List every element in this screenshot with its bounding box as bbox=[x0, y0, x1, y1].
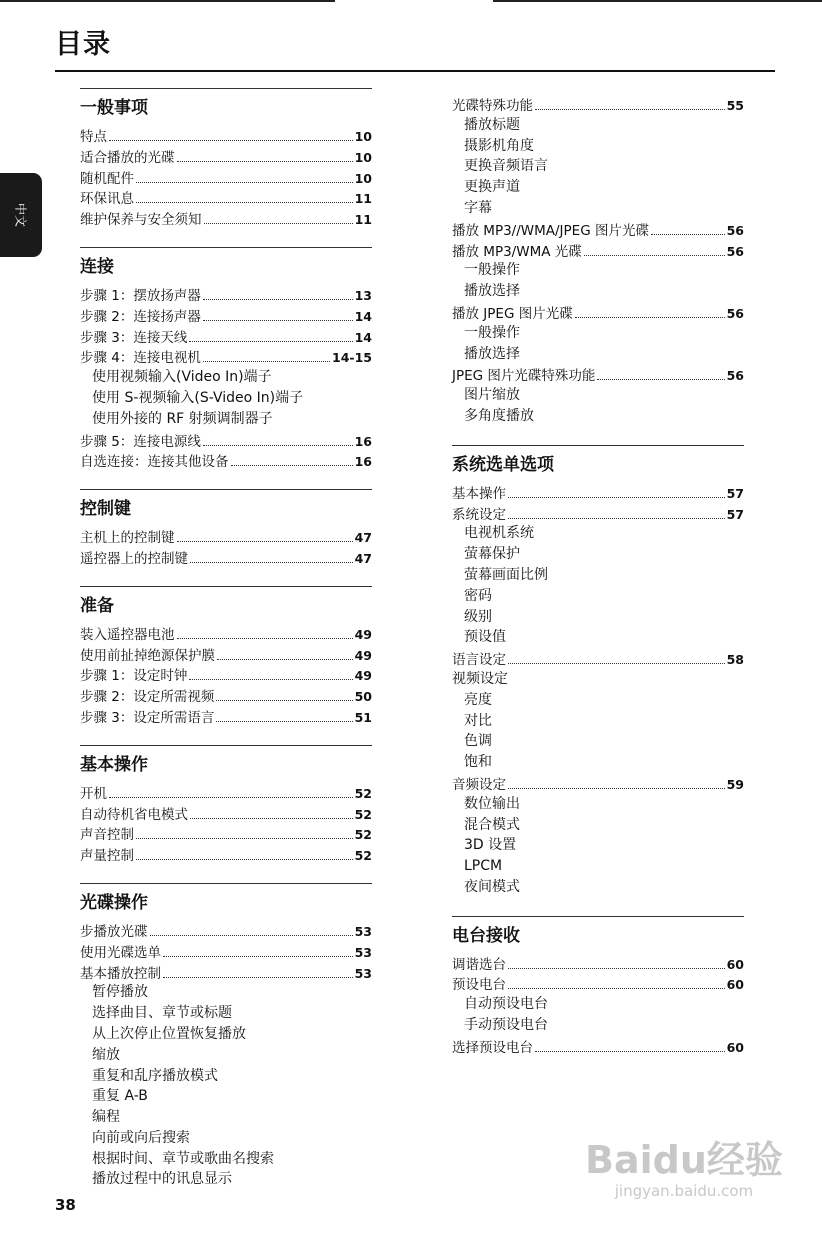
dot-leader bbox=[203, 445, 353, 446]
dot-leader bbox=[508, 788, 725, 789]
entry-page-number: 49 bbox=[354, 626, 372, 642]
toc-heading-entry[interactable]: 视频设定 bbox=[452, 670, 508, 687]
toc-section bbox=[452, 94, 744, 427]
toc-sub-entry[interactable]: 重复和乱序播放模式 bbox=[92, 1067, 218, 1084]
toc-entry[interactable] bbox=[80, 146, 372, 167]
dot-leader bbox=[203, 361, 330, 362]
entry-page-number: 52 bbox=[354, 827, 372, 843]
dot-leader bbox=[508, 988, 725, 989]
toc-entry[interactable] bbox=[80, 803, 372, 824]
toc-entry[interactable] bbox=[80, 326, 372, 347]
entry-label: 系统设定 bbox=[452, 506, 506, 523]
toc-entry[interactable] bbox=[80, 187, 372, 208]
page-number: 38 bbox=[55, 1196, 76, 1214]
toc-entry[interactable] bbox=[80, 920, 372, 941]
section-title: 光碟操作 bbox=[80, 892, 148, 913]
entry-label: 开机 bbox=[80, 785, 107, 802]
toc-entry[interactable] bbox=[80, 685, 372, 706]
entry-page-number: 16 bbox=[354, 454, 372, 470]
toc-sub-entry[interactable]: 更换声道 bbox=[464, 179, 520, 196]
dot-leader bbox=[136, 838, 353, 839]
entry-label: 特点 bbox=[80, 129, 107, 145]
entry-label: 使用前扯掉绝源保护膜 bbox=[80, 647, 215, 664]
entry-page-number: 10 bbox=[354, 149, 372, 165]
toc-sub-entry[interactable]: 密码 bbox=[464, 587, 492, 604]
toc-entry[interactable] bbox=[80, 167, 372, 188]
entry-page-number: 52 bbox=[354, 785, 372, 801]
entry-label: 光碟特殊功能 bbox=[452, 98, 533, 114]
entry-page-number: 16 bbox=[354, 433, 372, 449]
toc-sub-entry[interactable]: 缩放 bbox=[92, 1046, 120, 1063]
entry-label: 步骤 3：设定所需语言 bbox=[80, 709, 215, 726]
page-title: 目录 bbox=[55, 29, 111, 60]
dot-leader bbox=[189, 341, 352, 342]
toc-entry[interactable] bbox=[452, 503, 744, 524]
entry-label: 适合播放的光碟 bbox=[80, 149, 175, 166]
dot-leader bbox=[231, 465, 353, 466]
entry-label: 主机上的控制键 bbox=[80, 530, 175, 547]
entry-page-number: 60 bbox=[726, 1039, 744, 1055]
entry-label: 装入遥控器电池 bbox=[80, 626, 175, 643]
dot-leader bbox=[575, 317, 725, 318]
entry-label: 维护保养与安全须知 bbox=[80, 212, 202, 229]
toc-sub-entry[interactable]: 编程 bbox=[92, 1109, 120, 1126]
toc-left-column bbox=[80, 88, 372, 1208]
entry-label: 语言设定 bbox=[452, 652, 506, 669]
toc-entry[interactable] bbox=[80, 941, 372, 962]
toc-sub-entry[interactable]: 播放标题 bbox=[464, 116, 520, 133]
dot-leader bbox=[203, 299, 353, 300]
toc-section bbox=[80, 247, 372, 471]
top-rule-left bbox=[0, 0, 335, 2]
toc-sub-entry[interactable]: LPCM bbox=[464, 858, 503, 875]
toc-entry[interactable] bbox=[80, 962, 372, 983]
entry-label: 预设电台 bbox=[452, 977, 506, 994]
toc-entry[interactable] bbox=[80, 526, 372, 547]
toc-entry[interactable] bbox=[80, 305, 372, 326]
entry-page-number: 51 bbox=[354, 709, 372, 725]
top-rule-right bbox=[493, 0, 822, 2]
language-side-tab bbox=[0, 173, 42, 257]
toc-section bbox=[80, 88, 372, 229]
entry-page-number: 59 bbox=[726, 776, 744, 792]
toc-sub-entry[interactable]: 暂停播放 bbox=[92, 984, 148, 1001]
entry-page-number: 53 bbox=[354, 965, 372, 981]
toc-entry[interactable] bbox=[452, 1036, 744, 1057]
dot-leader bbox=[535, 1051, 725, 1052]
entry-label: 步骤 3：连接天线 bbox=[80, 329, 188, 346]
toc-entry[interactable] bbox=[452, 648, 744, 669]
dot-leader bbox=[508, 497, 725, 498]
toc-section bbox=[452, 445, 744, 898]
toc-sub-entry[interactable]: 更换音频语言 bbox=[464, 158, 548, 175]
toc-sub-entry[interactable]: 萤幕画面比例 bbox=[464, 566, 548, 583]
entry-label: 基本操作 bbox=[452, 485, 506, 502]
entry-label: 调谐选台 bbox=[452, 956, 506, 973]
entry-page-number: 50 bbox=[354, 689, 372, 705]
toc-section bbox=[80, 586, 372, 727]
dot-leader bbox=[216, 700, 352, 701]
dot-leader bbox=[177, 638, 353, 639]
toc-sub-entry[interactable]: 图片缩放 bbox=[464, 387, 520, 404]
toc-sub-entry[interactable]: 3D 设置 bbox=[464, 837, 517, 854]
dot-leader bbox=[136, 859, 353, 860]
toc-entry[interactable] bbox=[80, 284, 372, 305]
toc-sub-entry[interactable]: 一般操作 bbox=[464, 262, 520, 279]
entry-label: 播放 MP3/WMA 光碟 bbox=[452, 243, 582, 260]
entry-page-number: 47 bbox=[354, 530, 372, 546]
entry-label: 步骤 2：设定所需视频 bbox=[80, 689, 215, 706]
entry-label: 声量控制 bbox=[80, 848, 134, 865]
dot-leader bbox=[203, 320, 353, 321]
section-title: 系统选单选项 bbox=[452, 454, 554, 475]
entry-page-number: 56 bbox=[726, 368, 744, 384]
entry-page-number: 53 bbox=[354, 944, 372, 960]
entry-page-number: 56 bbox=[726, 305, 744, 321]
section-title: 准备 bbox=[80, 595, 114, 616]
entry-page-number: 11 bbox=[354, 191, 372, 207]
entry-label: 播放 MP3//WMA/JPEG 图片光碟 bbox=[452, 222, 649, 239]
entry-page-number: 57 bbox=[726, 485, 744, 501]
entry-page-number: 14 bbox=[354, 308, 372, 324]
toc-sub-entry[interactable]: 选择曲目、章节或标题 bbox=[92, 1005, 232, 1022]
dot-leader bbox=[136, 182, 353, 183]
entry-page-number: 60 bbox=[726, 977, 744, 993]
toc-sub-entry[interactable]: 使用视频输入(Video In)端子 bbox=[92, 369, 272, 386]
dot-leader bbox=[508, 968, 725, 969]
toc-sub-entry[interactable]: 亮度 bbox=[464, 691, 492, 708]
dot-leader bbox=[190, 562, 353, 563]
dot-leader bbox=[217, 659, 353, 660]
entry-label: 遥控器上的控制键 bbox=[80, 550, 188, 567]
toc-sub-entry[interactable]: 自动预设电台 bbox=[464, 996, 548, 1013]
entry-label: 声音控制 bbox=[80, 827, 134, 844]
dot-leader bbox=[190, 818, 353, 819]
toc-entry[interactable] bbox=[452, 973, 744, 994]
entry-page-number: 55 bbox=[726, 98, 744, 113]
toc-entry[interactable] bbox=[80, 644, 372, 665]
toc-entry[interactable] bbox=[452, 94, 744, 115]
entry-page-number: 52 bbox=[354, 806, 372, 822]
entry-page-number: 60 bbox=[726, 956, 744, 972]
toc-sub-entry[interactable]: 播放过程中的讯息显示 bbox=[92, 1171, 232, 1188]
toc-sub-entry[interactable]: 手动预设电台 bbox=[464, 1017, 548, 1034]
entry-label: 播放 JPEG 图片光碟 bbox=[452, 305, 573, 322]
toc-sub-entry[interactable]: 预设值 bbox=[464, 629, 506, 646]
toc-entry[interactable] bbox=[80, 547, 372, 568]
watermark-logo: Baidu经验 bbox=[585, 1138, 783, 1182]
toc-right-column bbox=[452, 94, 744, 1075]
dot-leader bbox=[177, 161, 353, 162]
section-title: 一般事项 bbox=[80, 98, 148, 118]
toc-entry[interactable] bbox=[80, 706, 372, 727]
entry-page-number: 52 bbox=[354, 848, 372, 864]
toc-entry[interactable] bbox=[80, 450, 372, 471]
toc-sub-entry[interactable]: 混合模式 bbox=[464, 816, 520, 833]
toc-entry[interactable] bbox=[80, 125, 372, 146]
toc-entry[interactable] bbox=[80, 782, 372, 803]
toc-sub-entry[interactable]: 色调 bbox=[464, 733, 492, 750]
entry-label: 选择预设电台 bbox=[452, 1039, 533, 1056]
entry-label: 步骤 1：设定时钟 bbox=[80, 668, 188, 685]
entry-page-number: 53 bbox=[354, 923, 372, 939]
dot-leader bbox=[109, 140, 353, 141]
toc-entry[interactable] bbox=[80, 623, 372, 644]
dot-leader bbox=[204, 223, 353, 224]
toc-section bbox=[452, 916, 744, 1057]
entry-page-number: 14-15 bbox=[332, 350, 372, 366]
entry-label: 使用光碟选单 bbox=[80, 944, 161, 961]
toc-sub-entry[interactable]: 一般操作 bbox=[464, 324, 520, 341]
dot-leader bbox=[177, 541, 353, 542]
toc-entry[interactable] bbox=[452, 219, 744, 240]
title-rule bbox=[55, 70, 775, 72]
entry-page-number: 57 bbox=[726, 506, 744, 522]
entry-page-number: 10 bbox=[354, 129, 372, 144]
dot-leader bbox=[584, 255, 725, 256]
toc-sub-entry[interactable]: 使用 S-视频输入(S-Video In)端子 bbox=[92, 389, 304, 406]
toc-sub-entry[interactable]: 饱和 bbox=[464, 754, 492, 771]
entry-label: 步播放光碟 bbox=[80, 923, 148, 940]
dot-leader bbox=[163, 977, 353, 978]
toc-sub-entry[interactable]: 摄影机角度 bbox=[464, 137, 534, 154]
toc-sub-entry[interactable]: 电视机系统 bbox=[464, 525, 534, 542]
toc-entry[interactable] bbox=[452, 302, 744, 323]
entry-label: 步骤 2：连接扬声器 bbox=[80, 308, 201, 325]
entry-label: JPEG 图片光碟特殊功能 bbox=[452, 368, 596, 385]
toc-entry[interactable] bbox=[452, 953, 744, 974]
toc-sub-entry[interactable]: 级别 bbox=[464, 608, 492, 625]
dot-leader bbox=[136, 202, 353, 203]
dot-leader bbox=[651, 234, 725, 235]
entry-page-number: 49 bbox=[354, 668, 372, 684]
toc-entry[interactable] bbox=[80, 208, 372, 229]
toc-sub-entry[interactable]: 多角度播放 bbox=[464, 407, 534, 424]
entry-label: 环保讯息 bbox=[80, 191, 134, 208]
toc-section bbox=[80, 745, 372, 865]
toc-sub-entry[interactable]: 根据时间、章节或歌曲名搜索 bbox=[92, 1150, 274, 1167]
entry-label: 自动待机省电模式 bbox=[80, 806, 188, 823]
toc-entry[interactable] bbox=[80, 430, 372, 451]
toc-sub-entry[interactable]: 使用外接的 RF 射频调制器子 bbox=[92, 410, 273, 427]
toc-sub-entry[interactable]: 字幕 bbox=[464, 199, 492, 216]
watermark bbox=[585, 1140, 783, 1202]
entry-page-number: 47 bbox=[354, 550, 372, 566]
toc-entry[interactable] bbox=[80, 844, 372, 865]
section-title: 基本操作 bbox=[80, 754, 148, 775]
entry-label: 步骤 4：连接电视机 bbox=[80, 350, 201, 367]
toc-sub-entry[interactable]: 数位输出 bbox=[464, 795, 520, 812]
section-title: 电台接收 bbox=[452, 925, 520, 946]
toc-sub-entry[interactable]: 向前或向后搜索 bbox=[92, 1129, 190, 1146]
toc-sub-entry[interactable]: 对比 bbox=[464, 712, 492, 729]
toc-sub-entry[interactable]: 播放选择 bbox=[464, 345, 520, 362]
toc-sub-entry[interactable]: 播放选择 bbox=[464, 283, 520, 300]
entry-label: 自选连接：连接其他设备 bbox=[80, 454, 229, 471]
entry-page-number: 10 bbox=[354, 170, 372, 186]
entry-page-number: 58 bbox=[726, 652, 744, 668]
dot-leader bbox=[216, 721, 352, 722]
toc-entry[interactable] bbox=[80, 664, 372, 685]
entry-label: 基本播放控制 bbox=[80, 965, 161, 982]
section-title: 连接 bbox=[80, 256, 114, 277]
entry-page-number: 13 bbox=[354, 287, 372, 303]
toc-entry[interactable] bbox=[452, 240, 744, 261]
dot-leader bbox=[109, 797, 353, 798]
toc-section bbox=[80, 883, 372, 1190]
toc-sub-entry[interactable]: 萤幕保护 bbox=[464, 546, 520, 563]
dot-leader bbox=[189, 679, 352, 680]
dot-leader bbox=[163, 956, 353, 957]
entry-label: 随机配件 bbox=[80, 170, 134, 187]
toc-entry[interactable] bbox=[452, 482, 744, 503]
section-title: 控制键 bbox=[80, 499, 131, 520]
toc-sub-entry[interactable]: 从上次停止位置恢复播放 bbox=[92, 1025, 246, 1042]
toc-entry[interactable] bbox=[80, 823, 372, 844]
entry-page-number: 56 bbox=[726, 243, 744, 259]
entry-label: 步骤 5：连接电源线 bbox=[80, 433, 201, 450]
entry-label: 步骤 1：摆放扬声器 bbox=[80, 287, 201, 304]
entry-label: 音频设定 bbox=[452, 776, 506, 793]
entry-page-number: 11 bbox=[354, 212, 372, 228]
toc-entry[interactable] bbox=[452, 773, 744, 794]
dot-leader bbox=[508, 518, 725, 519]
entry-page-number: 49 bbox=[354, 647, 372, 663]
side-tab-label: 中文 bbox=[13, 202, 28, 228]
watermark-url: jingyan.baidu.com bbox=[614, 1182, 754, 1200]
entry-page-number: 56 bbox=[726, 222, 744, 238]
dot-leader bbox=[535, 109, 725, 110]
toc-entry[interactable] bbox=[80, 346, 372, 367]
toc-sub-entry[interactable]: 重复 A-B bbox=[92, 1088, 148, 1105]
toc-section bbox=[80, 489, 372, 568]
dot-leader bbox=[597, 379, 724, 380]
entry-page-number: 14 bbox=[354, 329, 372, 345]
dot-leader bbox=[150, 935, 353, 936]
toc-sub-entry[interactable]: 夜间模式 bbox=[464, 878, 520, 895]
dot-leader bbox=[508, 663, 725, 664]
toc-entry[interactable] bbox=[452, 364, 744, 385]
